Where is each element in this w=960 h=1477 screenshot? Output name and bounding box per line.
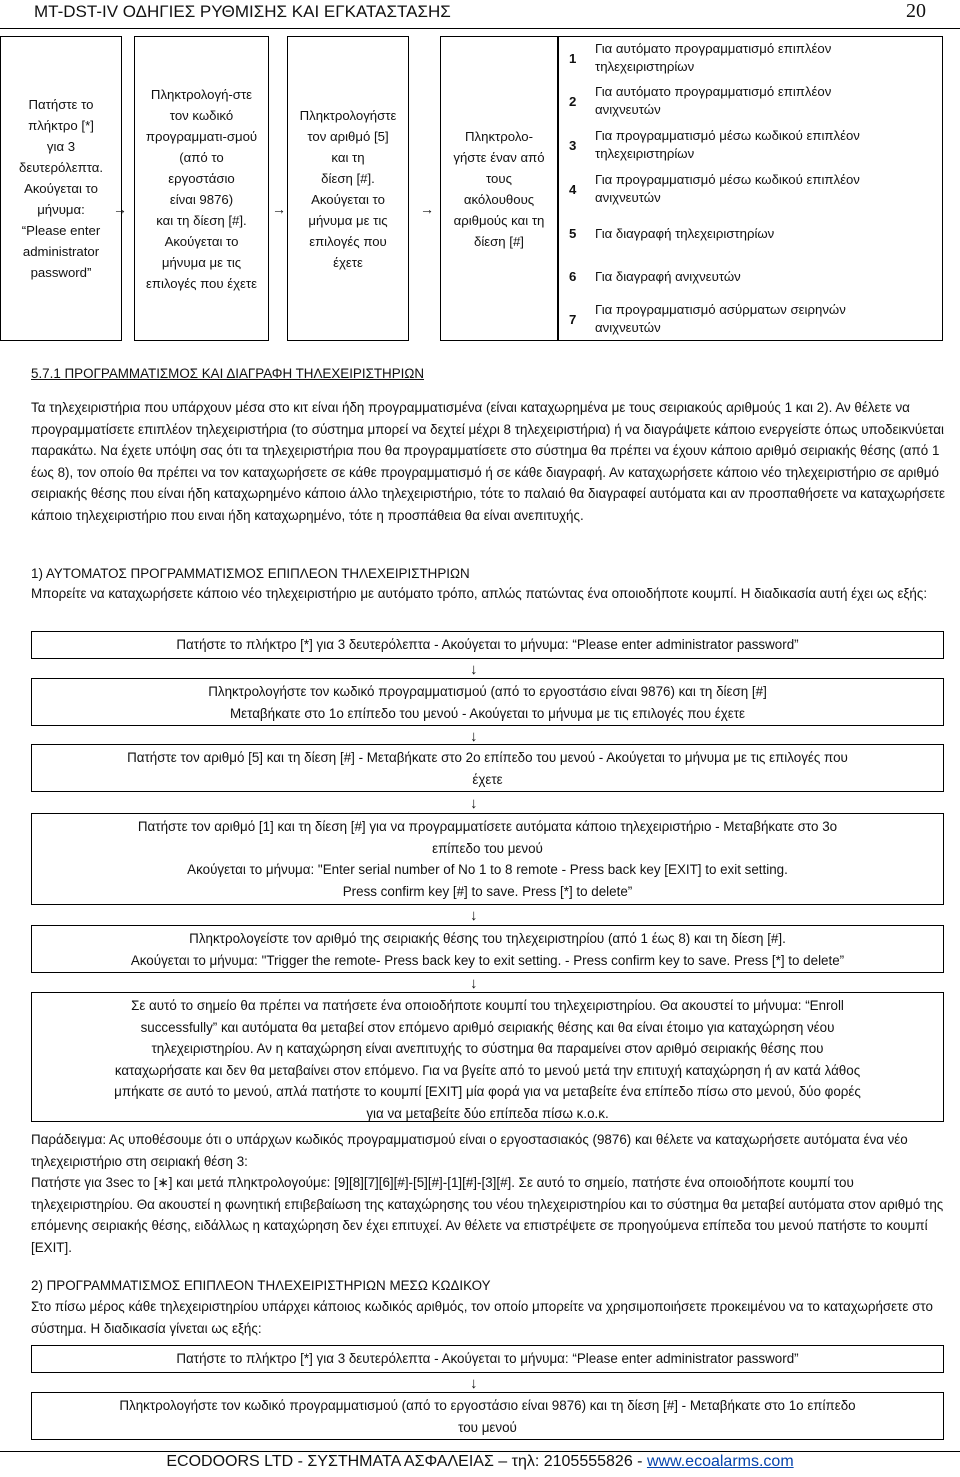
flow-step-4: Πληκτρολο- γήστε έναν από τους ακόλουθους αριθμούς και τη δίεση [#] — [440, 36, 558, 341]
example-paragraph: Πατήστε για 3sec το [∗] και μετά πληκτρολογούμε: [9][8][7][6][#]-[5][#]-[1][#]-[3][#]. Σε αυτό το σημείο, πατήστε ένα οποιοδήποτε κουμπί του τηλεχειριστηρίου. Θα ακουστεί η φωνητική επιβεβαίωση της καταχώρησης του νέου τηλεχειριστηρίου και το σύστημα θα μεταβεί αυτόματα στον αριθμό της επόμενης σειριακής θέσης, ειδάλλως η καταχώρηση δεν έχει επιτυχεί. Αν θέλετε να επιστρέψετε σε προηγούμενα επίπεδα του μενού πατήστε το κουμπί [EXIT]. — [31, 1175, 944, 1255]
down-arrow-icon: ↓ — [470, 728, 478, 745]
footer-text: ECODOORS LTD - ΣΥΣΤΗΜΑΤΑ ΑΣΦΑΛΕΙΑΣ – τηλ: 2105555826 - — [166, 1453, 647, 1470]
website-link[interactable]: www.ecoalarms.com — [646, 1453, 794, 1470]
flow-step-2: Πληκτρολογή-στε τον κωδικό προγραμματι-σμού (από το εργοστάσιο είναι 9876) και τη δίεση [#]. Ακούγεται το μήνυμα με τις επιλογές που έχετε — [134, 36, 269, 341]
page-number: 20 — [906, 0, 926, 22]
part2-heading: 2) ΠΡΟΓΡΑΜΜΑΤΙΣΜΟΣ ΕΠΙΠΛΕΟΝ ΤΗΛΕΧΕΙΡΙΣΤΗΡΙΩΝ ΜΕΣΩ ΚΩΔΙΚΟΥ — [31, 1278, 491, 1293]
menu-options-box: 1 Για αυτόματο προγραμματισμό επιπλέον τηλεχειριστηρίων 2 Για αυτόματο προγραμματισμό επιπλέον ανιχνευτών 3 Για προγραμματισμό μέσω κωδικού επιπλέον τηλεχειριστηρίων 4 Για προγραμματισμό μέσω κωδικού επιπλέον ανιχνευτών 5 Για διαγραφή τηλεχειριστηρίων 6 Για διαγραφή ανιχνευτών 7 Για προγραμματισμό ασύρματων σειρηνών ανιχνευτών — [558, 36, 943, 341]
flow-arrow-icon: → — [272, 201, 286, 217]
page-header — [0, 0, 960, 29]
step-box: Πατήστε τον αριθμό [5] και τη δίεση [#] - Μεταβήκατε στο 2ο επίπεδο του μενού - Ακούγεται το μήνυμα με τις επιλογές που έχετε — [31, 744, 944, 792]
flow-step-1: Πατήστε το πλήκτρο [*] για 3 δευτερόλεπτα. Ακούγεται το μήνυμα: “Please enter administrator password” — [0, 36, 122, 341]
part1-heading: 1) ΑΥΤΟΜΑΤΟΣ ΠΡΟΓΡΑΜΜΑΤΙΣΜΟΣ ΕΠΙΠΛΕΟΝ ΤΗΛΕΧΕΙΡΙΣΤΗΡΙΩΝ — [31, 566, 470, 581]
intro-paragraph: Τα τηλεχειριστήρια που υπάρχουν μέσα στο κιτ είναι ήδη προγραμματισμένα (είναι καταχωρημένα με τους σειριακούς αριθμούς 1 και 2). Αν θέλετε να προγραμματίσετε επιπλέον τηλεχειριστήρια (το σύστημα μπορεί να δεχτεί μέχρι 8 τηλεχειριστήρια) ή να διαγράψετε κάποιο ενεργείστε όπως υποδεικνύεται παρακάτω. Να έχετε υπόψη σας ότι τα τηλεχειριστήρια που θα προγραμματίσετε στο σύστημα θα πρέπει να έχουν κάποιο αριθμό σειριακής θέσης (από 1 έως 8), τον οποίο θα πρέπει να τον καταχωρήσετε σε κάθε προγραμματισμό ή σε κάθε διαγραφή. Αν καταχωρήσετε κάποιο νέο τηλεχειριστήριο σε αριθμό σειριακής θέσης που είναι ήδη καταχωρημένο κάποιο άλλο τηλεχειριστήριο, τότε το παλαιό θα διαγραφεί αυτόματα και αν προσπαθήσετε να καταχωρήσετε κάποιο τηλεχειριστήριο που ειναι ήδη καταχωρημένο, τότε η προσπάθεια θα είναι ανεπιτυχής. — [31, 400, 945, 523]
step-box: Πληκτρολογήστε τον κωδικό προγραμματισμού (από το εργοστάσιο είναι 9876) και τη δίεση [#] Μεταβήκατε στο 1ο επίπεδο του μενού - Ακούγεται το μήνυμα με τις επιλογές που έχετε — [31, 678, 944, 726]
down-arrow-icon: ↓ — [470, 975, 478, 992]
down-arrow-icon: ↓ — [470, 661, 478, 678]
step-box: Πληκτρολογείστε τον αριθμό της σειριακής θέσης του τηλεχειριστηρίου (από 1 έως 8) και τη δίεση [#]. Ακούγεται το μήνυμα: "Trigger the remote- Press back key to exit setting. - Press confirm key to save. Press [*] to delete” — [31, 925, 944, 973]
flow-arrow-icon: → — [420, 201, 434, 217]
part2-description: Στο πίσω μέρος κάθε τηλεχειριστηρίου υπάρχει κάποιος κωδικός αριθμός, τον οποίο μπορείτε να χρησιμοποιήσετε προκειμένου να το καταχωρήσετε στο σύστημα. Η διαδικασία γίνεται ως εξής: — [31, 1299, 933, 1336]
section-title: 5.7.1 ΠΡΟΓΡΑΜΜΑΤΙΣΜΟΣ ΚΑΙ ΔΙΑΓΡΑΦΗ ΤΗΛΕΧΕΙΡΙΣΤΗΡΙΩΝ — [31, 366, 425, 381]
step-box: Σε αυτό το σημείο θα πρέπει να πατήσετε ένα οποιοδήποτε κουμπί του τηλεχειριστηρίου. Θα ακουστεί το μήνυμα: “Enroll successfully” και αυτόματα θα μεταβεί στον επόμενο αριθμό σειριακής θέσης και θα είναι έτοιμο για καταχώρηση νέου τηλεχειριστηρίου. Αν η καταχώρηση είναι ανεπιτυχής το σύστημα θα παραμείνει στον αριθμό σειριακής θέσης που καταχωρήσατε και δεν θα μεταβαίνει στον επόμενο. Για να βγείτε από το μενού μετά την επιτυχή καταχώρηση ή αν κατά λάθος μπήκατε σε αυτό το μενού, απλά πατήστε το κουμπί [EXIT] μία φορά για να μεταβείτε ένα επίπεδο πίσω στο μενού, δύο φορές για να μεταβείτε δύο επίπεδα πίσω κ.ο.κ. — [31, 992, 944, 1122]
part1-description: Μπορείτε να καταχωρήσετε κάποιο νέο τηλεχειριστήριο με αυτόματο τρόπο, απλώς πατώντας ένα οποιοδήποτε κουμπί. Η διαδικασία αυτή έχει ως εξής: — [31, 586, 928, 601]
step-box: Πατήστε τον αριθμό [1] και τη δίεση [#] για να προγραμματίσετε αυτόματα κάποιο τηλεχειριστήριο - Μεταβήκατε στο 3ο επίπεδο του μενού Ακούγεται το μήνυμα: "Enter serial number of No 1 to 8 remote - Press back key [EXIT] to exit setting. Press confirm key [#] to save. Press [*] to delete” — [31, 813, 944, 905]
down-arrow-icon: ↓ — [470, 907, 478, 924]
flow-step-3: Πληκτρολογήστε τον αριθμό [5] και τη δίεση [#]. Ακούγεται το μήνυμα με τις επιλογές που έχετε — [287, 36, 409, 341]
flow-arrow-icon: → — [113, 201, 127, 217]
step-box: Πληκτρολογήστε τον κωδικό προγραμματισμού (από το εργοστάσιο είναι 9876) και τη δίεση [#] - Μεταβήκατε στο 1ο επίπεδο του μενού — [31, 1392, 944, 1440]
step-box: Πατήστε το πλήκτρο [*] για 3 δευτερόλεπτα - Ακούγεται το μήνυμα: “Please enter administrator password” — [31, 631, 944, 659]
document-title: MT-DST-IV ΟΔΗΓΙΕΣ ΡΥΘΜΙΣΗΣ ΚΑΙ ΕΓΚΑΤΑΣΤΑΣΗΣ — [34, 2, 451, 21]
example-paragraph: Παράδειγμα: Ας υποθέσουμε ότι ο υπάρχων κωδικός προγραμματισμού είναι ο εργοστασιακός (9876) και θέλετε να καταχωρήσετε αυτόματα ένα νέο τηλεχειριστήριο στη σειριακή θέση 3: — [31, 1132, 908, 1169]
step-box: Πατήστε το πλήκτρο [*] για 3 δευτερόλεπτα - Ακούγεται το μήνυμα: “Please enter administrator password” — [31, 1345, 944, 1373]
down-arrow-icon: ↓ — [470, 795, 478, 812]
down-arrow-icon: ↓ — [470, 1375, 478, 1392]
page-footer — [0, 1451, 960, 1477]
